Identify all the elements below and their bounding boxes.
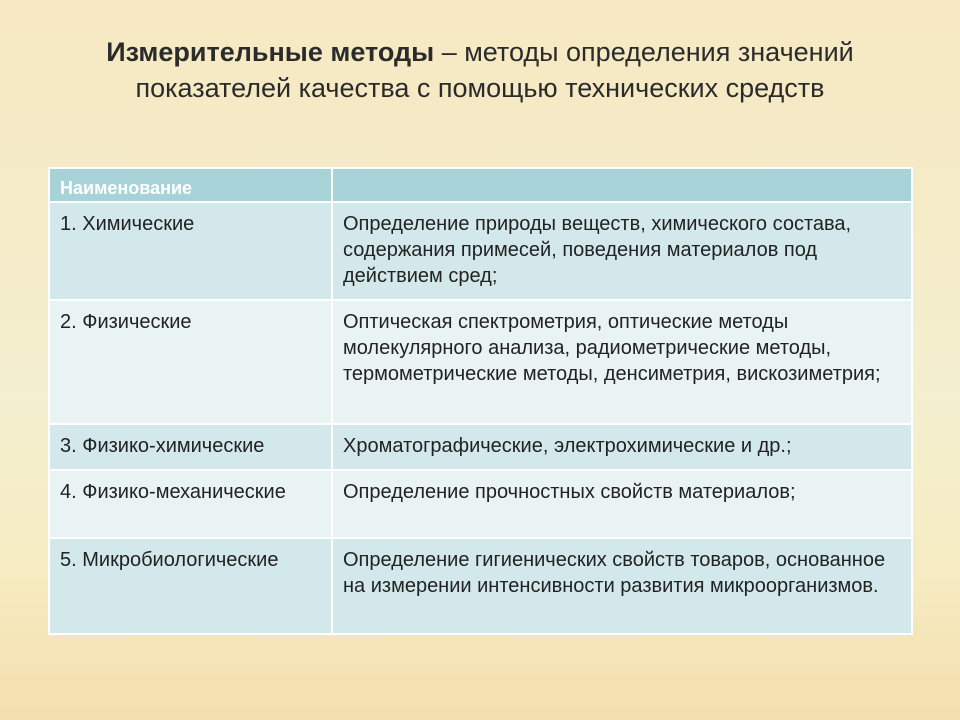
- table-row: [49, 202, 912, 300]
- method-description: Оптическая спектрометрия, оптические методы молекулярного анализа, радиометрические методы, термометрические методы, денсиметрия, вискозиметрия;: [332, 300, 912, 424]
- slide-title: [40, 34, 920, 106]
- title-definition: – методы определения значений показателей качества с помощью технических средств: [135, 37, 854, 103]
- table-row: [49, 300, 912, 424]
- method-name: 4. Физико-механические: [49, 470, 332, 538]
- header-name: Наименование: [49, 168, 332, 202]
- method-name: 2. Физические: [49, 300, 332, 424]
- method-description: Определение природы веществ, химического состава, содержания примесей, поведения материалов под действием сред;: [332, 202, 912, 300]
- header-description: [332, 168, 912, 202]
- table-row: [49, 470, 912, 538]
- table-row: [49, 424, 912, 470]
- methods-table: [48, 167, 913, 635]
- title-bold-term: Измерительные методы: [106, 37, 435, 67]
- method-name: 5. Микробиологические: [49, 538, 332, 634]
- table-header-row: [49, 168, 912, 202]
- method-name: 1. Химические: [49, 202, 332, 300]
- method-description: Определение прочностных свойств материалов;: [332, 470, 912, 538]
- method-description: Хроматографические, электрохимические и др.;: [332, 424, 912, 470]
- method-name: 3. Физико-химические: [49, 424, 332, 470]
- method-description: Определение гигиенических свойств товаров, основанное на измерении интенсивности развития микроорганизмов.: [332, 538, 912, 634]
- table-row: [49, 538, 912, 634]
